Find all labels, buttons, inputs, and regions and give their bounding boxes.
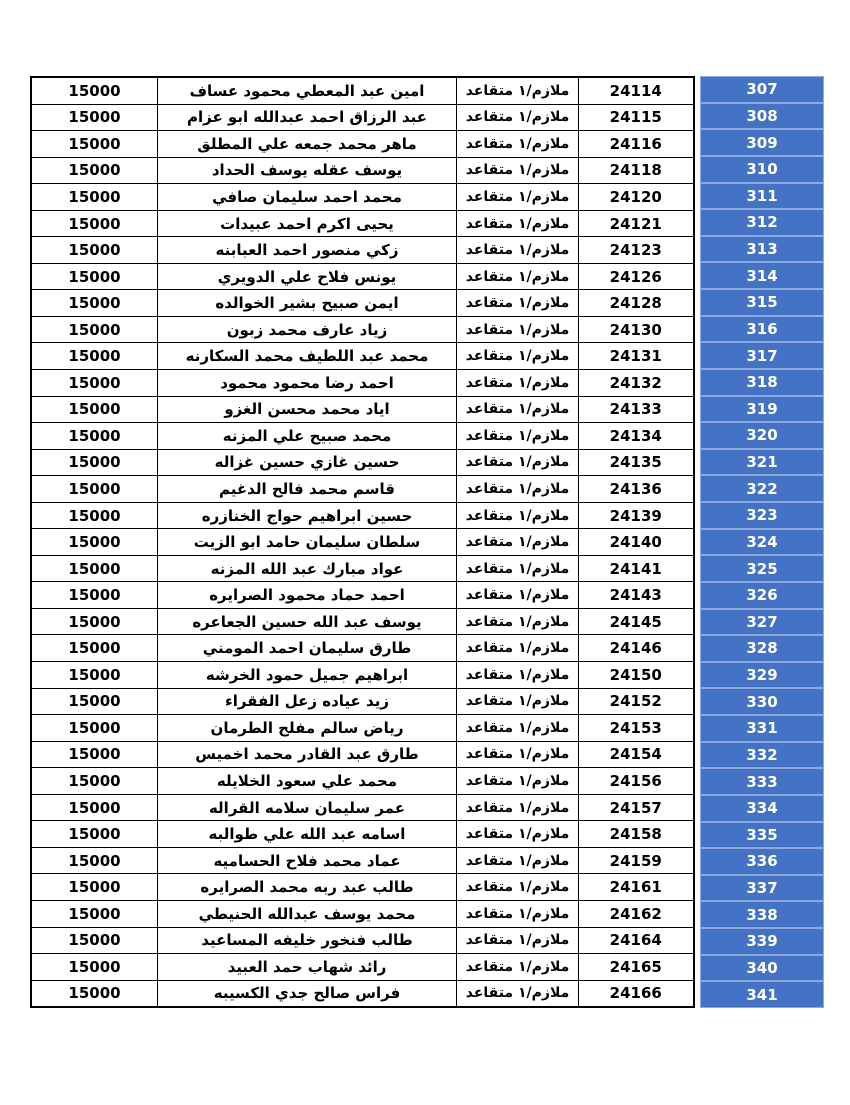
id-number-cell: 24123	[609, 241, 662, 260]
id-number-cell: 24118	[609, 161, 662, 180]
amount-cell: 15000	[32, 317, 158, 343]
table-row	[32, 529, 693, 556]
amount-cell: 15000	[32, 901, 158, 927]
amount-cell: 15000	[32, 795, 158, 821]
table-row	[32, 423, 693, 450]
id-number-cell: 24146	[609, 639, 662, 658]
table-row	[32, 211, 693, 238]
table-row	[32, 954, 693, 981]
row-number-cell: 321	[701, 450, 823, 477]
rank-cell: ملازم/١ متقاعد	[457, 397, 579, 423]
table-row	[32, 476, 693, 503]
rank-cell: ملازم/١ متقاعد	[457, 158, 579, 184]
id-number-cell: 24121	[609, 214, 662, 233]
amount-cell: 15000	[32, 689, 158, 715]
table-row	[32, 397, 693, 424]
name-cell: محمد عبد اللطيف محمد السكارنه	[158, 343, 457, 369]
table-row	[32, 105, 693, 132]
id-number-cell: 24141	[609, 559, 662, 578]
amount-cell: 15000	[32, 78, 158, 104]
row-number-cell: 322	[701, 476, 823, 503]
row-number-cell: 309	[701, 130, 823, 157]
id-number-cell: 24159	[609, 851, 662, 870]
table-row	[32, 237, 693, 264]
table-row	[32, 317, 693, 344]
amount-cell: 15000	[32, 954, 158, 980]
rank-cell: ملازم/١ متقاعد	[457, 370, 579, 396]
amount-cell: 15000	[32, 529, 158, 555]
rank-cell: ملازم/١ متقاعد	[457, 78, 579, 104]
id-number-cell: 24140	[609, 533, 662, 552]
amount-cell: 15000	[32, 768, 158, 794]
table-row	[32, 742, 693, 769]
rank-cell: ملازم/١ متقاعد	[457, 715, 579, 741]
id-number-cell: 24132	[609, 373, 662, 392]
amount-cell: 15000	[32, 848, 158, 874]
id-number-cell: 24164	[609, 931, 662, 950]
name-cell: زيد عياده زعل الفقراء	[158, 689, 457, 715]
rank-cell: ملازم/١ متقاعد	[457, 874, 579, 900]
row-number-cell: 331	[701, 716, 823, 743]
id-number-cell: 24120	[609, 187, 662, 206]
table-row	[32, 609, 693, 636]
records-table	[30, 76, 824, 1008]
id-number-cell: 24139	[609, 506, 662, 525]
rank-cell: ملازم/١ متقاعد	[457, 954, 579, 980]
rank-cell: ملازم/١ متقاعد	[457, 423, 579, 449]
name-cell: يونس فلاح علي الدويري	[158, 264, 457, 290]
row-number-cell: 319	[701, 397, 823, 424]
row-number-cell: 338	[701, 902, 823, 929]
name-cell: رائد شهاب حمد العبيد	[158, 954, 457, 980]
row-number-cell: 311	[701, 184, 823, 211]
name-cell: طارق سليمان احمد المومني	[158, 635, 457, 661]
row-number-cell: 323	[701, 503, 823, 530]
row-number-cell: 315	[701, 290, 823, 317]
rank-cell: ملازم/١ متقاعد	[457, 848, 579, 874]
amount-cell: 15000	[32, 476, 158, 502]
rank-cell: ملازم/١ متقاعد	[457, 450, 579, 476]
rank-cell: ملازم/١ متقاعد	[457, 981, 579, 1007]
rank-cell: ملازم/١ متقاعد	[457, 290, 579, 316]
name-cell: طارق عبد القادر محمد اخميس	[158, 742, 457, 768]
rank-cell: ملازم/١ متقاعد	[457, 768, 579, 794]
name-cell: عواد مبارك عبد الله المزنه	[158, 556, 457, 582]
table-row	[32, 450, 693, 477]
rank-cell: ملازم/١ متقاعد	[457, 237, 579, 263]
table-row	[32, 78, 693, 105]
amount-cell: 15000	[32, 211, 158, 237]
row-number-cell: 336	[701, 849, 823, 876]
id-number-cell: 24145	[609, 612, 662, 631]
id-number-cell: 24115	[609, 108, 662, 127]
name-cell: طالب فنخور خليفه المساعيد	[158, 928, 457, 954]
amount-cell: 15000	[32, 237, 158, 263]
id-number-cell: 24133	[609, 400, 662, 419]
name-cell: زياد عارف محمد زبون	[158, 317, 457, 343]
id-number-cell: 24166	[609, 984, 662, 1003]
amount-cell: 15000	[32, 742, 158, 768]
name-cell: عماد محمد فلاح الحساميه	[158, 848, 457, 874]
row-number-cell: 317	[701, 343, 823, 370]
row-number-cell: 318	[701, 370, 823, 397]
rank-cell: ملازم/١ متقاعد	[457, 184, 579, 210]
table-row	[32, 582, 693, 609]
id-number-cell: 24130	[609, 320, 662, 339]
amount-cell: 15000	[32, 556, 158, 582]
id-number-cell: 24157	[609, 798, 662, 817]
name-cell: احمد حماد محمود الصرايره	[158, 582, 457, 608]
rank-cell: ملازم/١ متقاعد	[457, 795, 579, 821]
name-cell: عمر سليمان سلامه القراله	[158, 795, 457, 821]
amount-cell: 15000	[32, 635, 158, 661]
table-row	[32, 184, 693, 211]
name-cell: ايمن صبيح بشير الخوالده	[158, 290, 457, 316]
row-number-cell: 329	[701, 663, 823, 690]
amount-cell: 15000	[32, 158, 158, 184]
id-number-cell: 24165	[609, 957, 662, 976]
amount-cell: 15000	[32, 928, 158, 954]
table-row	[32, 901, 693, 928]
amount-cell: 15000	[32, 184, 158, 210]
row-number-cell: 314	[701, 263, 823, 290]
rank-cell: ملازم/١ متقاعد	[457, 503, 579, 529]
rank-cell: ملازم/١ متقاعد	[457, 529, 579, 555]
name-cell: امين عبد المعطي محمود عساف	[158, 78, 457, 104]
row-number-cell: 340	[701, 956, 823, 983]
rank-cell: ملازم/١ متقاعد	[457, 821, 579, 847]
name-cell: طالب عبد ربه محمد الصرايره	[158, 874, 457, 900]
table-row	[32, 874, 693, 901]
row-number-cell: 328	[701, 636, 823, 663]
name-cell: يوسف عبد الله حسين الجعاعره	[158, 609, 457, 635]
table-row	[32, 981, 693, 1007]
row-number-cell: 325	[701, 556, 823, 583]
name-cell: احمد رضا محمود محمود	[158, 370, 457, 396]
id-number-cell: 24158	[609, 825, 662, 844]
table-row	[32, 343, 693, 370]
row-number-cell: 330	[701, 689, 823, 716]
id-number-cell: 24162	[609, 904, 662, 923]
row-number-cell: 316	[701, 317, 823, 344]
row-number-cell: 341	[701, 982, 823, 1007]
name-cell: اسامه عبد الله علي طوالبه	[158, 821, 457, 847]
name-cell: محمد علي سعود الخلايله	[158, 768, 457, 794]
name-cell: ماهر محمد جمعه علي المطلق	[158, 131, 457, 157]
id-number-cell: 24114	[609, 81, 662, 100]
id-number-cell: 24153	[609, 718, 662, 737]
amount-cell: 15000	[32, 715, 158, 741]
name-cell: حسين ابراهيم حواج الخنازره	[158, 503, 457, 529]
row-number-cell: 308	[701, 104, 823, 131]
name-cell: محمد احمد سليمان صافي	[158, 184, 457, 210]
rank-cell: ملازم/١ متقاعد	[457, 131, 579, 157]
amount-cell: 15000	[32, 450, 158, 476]
id-number-cell: 24143	[609, 586, 662, 605]
row-number-cell: 339	[701, 929, 823, 956]
amount-cell: 15000	[32, 290, 158, 316]
rank-cell: ملازم/١ متقاعد	[457, 105, 579, 131]
table-row	[32, 635, 693, 662]
rank-cell: ملازم/١ متقاعد	[457, 556, 579, 582]
rank-cell: ملازم/١ متقاعد	[457, 211, 579, 237]
rank-cell: ملازم/١ متقاعد	[457, 689, 579, 715]
row-number-column	[700, 76, 824, 1008]
table-row	[32, 689, 693, 716]
amount-cell: 15000	[32, 662, 158, 688]
row-number-cell: 313	[701, 237, 823, 264]
id-number-cell: 24150	[609, 665, 662, 684]
rank-cell: ملازم/١ متقاعد	[457, 343, 579, 369]
rank-cell: ملازم/١ متقاعد	[457, 476, 579, 502]
name-cell: محمد صبيح علي المزنه	[158, 423, 457, 449]
table-row	[32, 370, 693, 397]
name-cell: يوسف عقله يوسف الحداد	[158, 158, 457, 184]
id-number-cell: 24126	[609, 267, 662, 286]
table-row	[32, 131, 693, 158]
id-number-cell: 24135	[609, 453, 662, 472]
name-cell: زكي منصور احمد العبابنه	[158, 237, 457, 263]
row-number-cell: 312	[701, 210, 823, 237]
rank-cell: ملازم/١ متقاعد	[457, 742, 579, 768]
rank-cell: ملازم/١ متقاعد	[457, 609, 579, 635]
row-number-cell: 320	[701, 423, 823, 450]
rank-cell: ملازم/١ متقاعد	[457, 662, 579, 688]
amount-cell: 15000	[32, 264, 158, 290]
id-number-cell: 24161	[609, 878, 662, 897]
rank-cell: ملازم/١ متقاعد	[457, 928, 579, 954]
id-number-cell: 24136	[609, 479, 662, 498]
id-number-cell: 24152	[609, 692, 662, 711]
row-number-cell: 327	[701, 610, 823, 637]
table-row	[32, 503, 693, 530]
amount-cell: 15000	[32, 609, 158, 635]
amount-cell: 15000	[32, 582, 158, 608]
rank-cell: ملازم/١ متقاعد	[457, 582, 579, 608]
id-number-cell: 24116	[609, 134, 662, 153]
amount-cell: 15000	[32, 503, 158, 529]
name-cell: حسين غازي حسين غزاله	[158, 450, 457, 476]
rank-cell: ملازم/١ متقاعد	[457, 264, 579, 290]
row-number-cell: 333	[701, 769, 823, 796]
name-cell: سلطان سليمان حامد ابو الزيت	[158, 529, 457, 555]
table-row	[32, 158, 693, 185]
name-cell: اياد محمد محسن الغزو	[158, 397, 457, 423]
name-cell: محمد يوسف عبدالله الحنيطي	[158, 901, 457, 927]
id-number-cell: 24134	[609, 426, 662, 445]
amount-cell: 15000	[32, 423, 158, 449]
amount-cell: 15000	[32, 874, 158, 900]
id-number-cell: 24128	[609, 294, 662, 313]
table-row	[32, 821, 693, 848]
table-row	[32, 928, 693, 955]
name-cell: عبد الرزاق احمد عبدالله ابو عزام	[158, 105, 457, 131]
table-row	[32, 556, 693, 583]
amount-cell: 15000	[32, 131, 158, 157]
name-cell: فراس صالح جدي الكسيبه	[158, 981, 457, 1007]
id-number-cell: 24154	[609, 745, 662, 764]
row-number-cell: 334	[701, 796, 823, 823]
row-number-cell: 337	[701, 876, 823, 903]
records-table-grid	[30, 76, 695, 1008]
table-row	[32, 768, 693, 795]
amount-cell: 15000	[32, 821, 158, 847]
rank-cell: ملازم/١ متقاعد	[457, 317, 579, 343]
amount-cell: 15000	[32, 981, 158, 1007]
amount-cell: 15000	[32, 105, 158, 131]
id-number-cell: 24156	[609, 771, 662, 790]
table-row	[32, 264, 693, 291]
row-number-cell: 307	[701, 77, 823, 104]
row-number-cell: 324	[701, 530, 823, 557]
rank-cell: ملازم/١ متقاعد	[457, 635, 579, 661]
amount-cell: 15000	[32, 397, 158, 423]
row-number-cell: 310	[701, 157, 823, 184]
name-cell: قاسم محمد فالح الدغيم	[158, 476, 457, 502]
name-cell: رياض سالم مفلح الطرمان	[158, 715, 457, 741]
table-row	[32, 290, 693, 317]
row-number-cell: 332	[701, 743, 823, 770]
name-cell: ابراهيم جميل حمود الخرشه	[158, 662, 457, 688]
row-number-cell: 326	[701, 583, 823, 610]
table-row	[32, 848, 693, 875]
id-number-cell: 24131	[609, 347, 662, 366]
rank-cell: ملازم/١ متقاعد	[457, 901, 579, 927]
table-row	[32, 662, 693, 689]
amount-cell: 15000	[32, 343, 158, 369]
table-row	[32, 715, 693, 742]
amount-cell: 15000	[32, 370, 158, 396]
name-cell: يحيى اكرم احمد عبيدات	[158, 211, 457, 237]
row-number-cell: 335	[701, 823, 823, 850]
table-row	[32, 795, 693, 822]
